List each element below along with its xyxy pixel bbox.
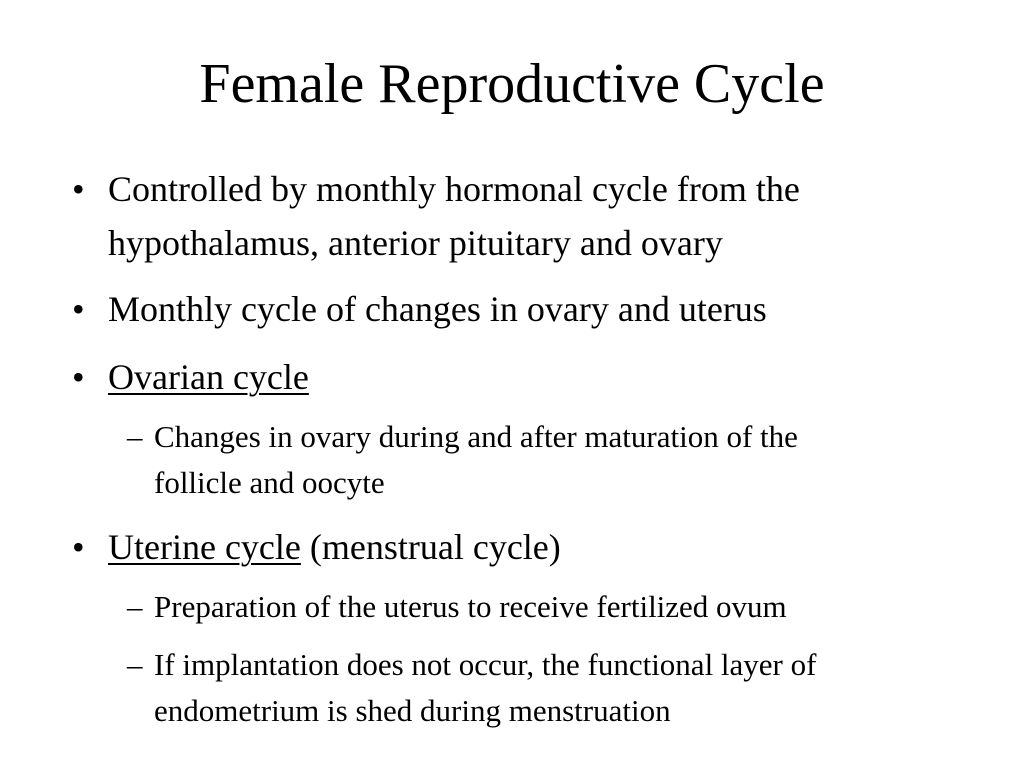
bullet-dot: • [72, 527, 85, 567]
bullet-1-line-1: Controlled by monthly hormonal cycle from the [108, 169, 800, 209]
uterine-cycle-heading: Uterine cycle [108, 527, 301, 567]
bullet-dot: • [72, 289, 85, 329]
sub-bullet-dash: – [127, 589, 143, 624]
sub-bullet-dash: – [127, 647, 143, 682]
bullet-4-line-1 [108, 520, 561, 574]
slide-title: Female Reproductive Cycle [199, 53, 825, 115]
sub-bullet-3-1-line-2: follicle and oocyte [154, 465, 385, 500]
bullet-dot: • [72, 357, 85, 397]
bullet-2-line-1: Monthly cycle of changes in ovary and uterus [108, 289, 767, 329]
sub-bullet-3-1-line-1: Changes in ovary during and after maturation of the [154, 419, 798, 454]
sub-bullet-4-2-line-1: If implantation does not occur, the functional layer of [154, 647, 817, 682]
uterine-cycle-note: (menstrual cycle) [300, 527, 561, 567]
sub-bullet-4-1-line-1: Preparation of the uterus to receive fertilized ovum [154, 589, 787, 624]
sub-bullet-4-2-line-2: endometrium is shed during menstruation [154, 693, 671, 728]
sub-bullet-dash: – [127, 419, 143, 454]
bullet-1-line-2: hypothalamus, anterior pituitary and ovary [108, 223, 723, 263]
bullet-dot: • [72, 169, 85, 209]
ovarian-cycle-heading: Ovarian cycle [108, 357, 309, 397]
